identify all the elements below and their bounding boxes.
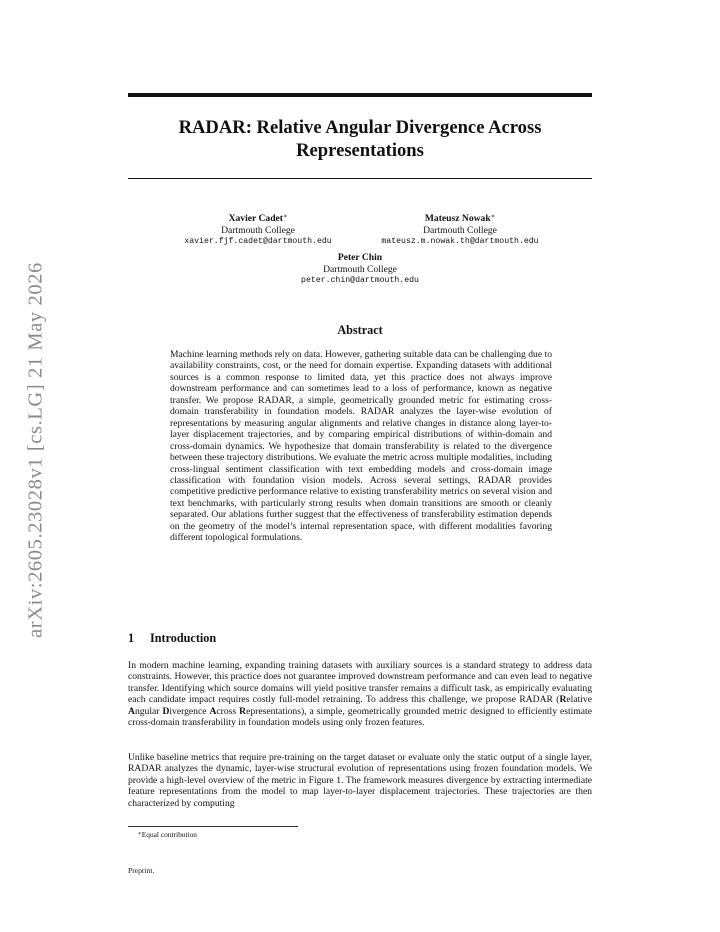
- author-mark: ∗: [490, 213, 496, 220]
- footnote-text: Equal contribution: [141, 830, 197, 839]
- intro-paragraph-1: [128, 660, 592, 729]
- author-affiliation: Dartmouth College: [323, 263, 397, 275]
- text-run: In modern machine learning, expanding training datasets with auxiliary sources is a standard strategy to address data constraints. However, this practice does not guarantee improved downstream performance and can even lead to negative transfer. Identifying which source domains will yield positive transfer remains a difficult task, as empirically evaluating each candidate impact requires costly full-model retraining. To address this challenge, we propose RADAR (: [128, 660, 592, 706]
- author-email: xavier.fjf.cadet@dartmouth.edu: [184, 237, 332, 247]
- acronym-letter: A: [209, 705, 217, 717]
- author-name: Mateusz Nowak: [424, 213, 491, 224]
- section-number: 1: [128, 631, 135, 645]
- author-name: Peter Chin: [337, 252, 383, 263]
- text-run: epresentations: [246, 705, 301, 717]
- author-block: [260, 252, 460, 287]
- acronym-letter: A: [128, 705, 135, 717]
- text-run: ), a simple, geometrically grounded metric designed to efficiently estimate cross-domain transferability in foundation models using only frozen features.: [128, 705, 592, 729]
- paper-title: RADAR: Relative Angular Divergence Across Representations: [178, 117, 542, 161]
- abstract-body: Machine learning methods rely on data. However, gathering suitable data can be challenging due to availability constraints, cost, or the need for domain expertise. Expanding datasets with additional sources is a common response to limited data, yet this practice does not always improve downstream performance and can sometimes lead to a loss of performance, known as negative transfer. We propose RADAR, a simple, geometrically grounded metric for estimating cross-domain transferability in foundation models. RADAR analyzes the layer-wise evolution of representations by measuring angular alignments and relative changes in distance along layer-to-layer displacement trajectories, and by comparing empirical distributions of within-domain and cross-domain dynamics. We hypothesize that domain transferability is related to the divergence between these trajectory distributions. We evaluate the metric across multiple modalities, including cross-lingual sentiment classification with text embedding models and cross-domain image classification with foundation vision models. Across several settings, RADAR provides competitive predictive performance relative to existing transferability metrics on several vision and text benchmarks, with particularly strong results when domain transitions are smooth or cleanly separated. Our ablations further suggest that the effectiveness of transferability estimation depends on the geometry of the model’s internal representation space, with different modalities favoring different topological formulations.: [170, 349, 552, 544]
- author-name: Xavier Cadet: [228, 213, 284, 224]
- author-block: [360, 211, 560, 248]
- section-heading: [128, 631, 592, 646]
- acronym-letter: D: [162, 705, 170, 717]
- footnote: [138, 830, 197, 839]
- acronym-letter: R: [559, 694, 567, 706]
- acronym-letter: R: [239, 705, 247, 717]
- author-affiliation: Dartmouth College: [221, 224, 295, 236]
- text-run: ngular: [134, 705, 163, 717]
- author-block: [158, 211, 358, 248]
- arxiv-stamp: arXiv:2605.23028v1 [cs.LG] 21 May 2026: [24, 262, 47, 638]
- author-affiliation: Dartmouth College: [423, 224, 497, 236]
- title-rule-top: [128, 93, 592, 97]
- abstract-heading: Abstract: [337, 323, 383, 337]
- text-run: ivergence: [169, 705, 210, 717]
- author-mark: ∗: [283, 213, 288, 220]
- preprint-label: Preprint.: [128, 866, 155, 875]
- author-email: mateusz.m.nowak.th@dartmouth.edu: [381, 237, 539, 247]
- intro-paragraph-2: Unlike baseline metrics that require pre-training on the target dataset or evaluate only the static output of a single layer, RADAR analyzes the dynamic, layer-wise structural evolution of representations using frozen foundation models. We provide a high-level overview of the metric in Figure 1. The framework measures divergence by extracting intermediate feature representations from the model to map layer-to-layer displacement trajectories. These trajectories are then characterized by computing: [128, 752, 592, 809]
- footnote-rule: [128, 826, 298, 827]
- author-email: peter.chin@dartmouth.edu: [301, 276, 419, 286]
- text-run: elative: [566, 694, 592, 706]
- text-run: cross: [216, 705, 240, 717]
- title-rule-bottom: [128, 178, 592, 179]
- footnote-mark: ∗: [138, 831, 142, 837]
- section-title: Introduction: [150, 631, 217, 645]
